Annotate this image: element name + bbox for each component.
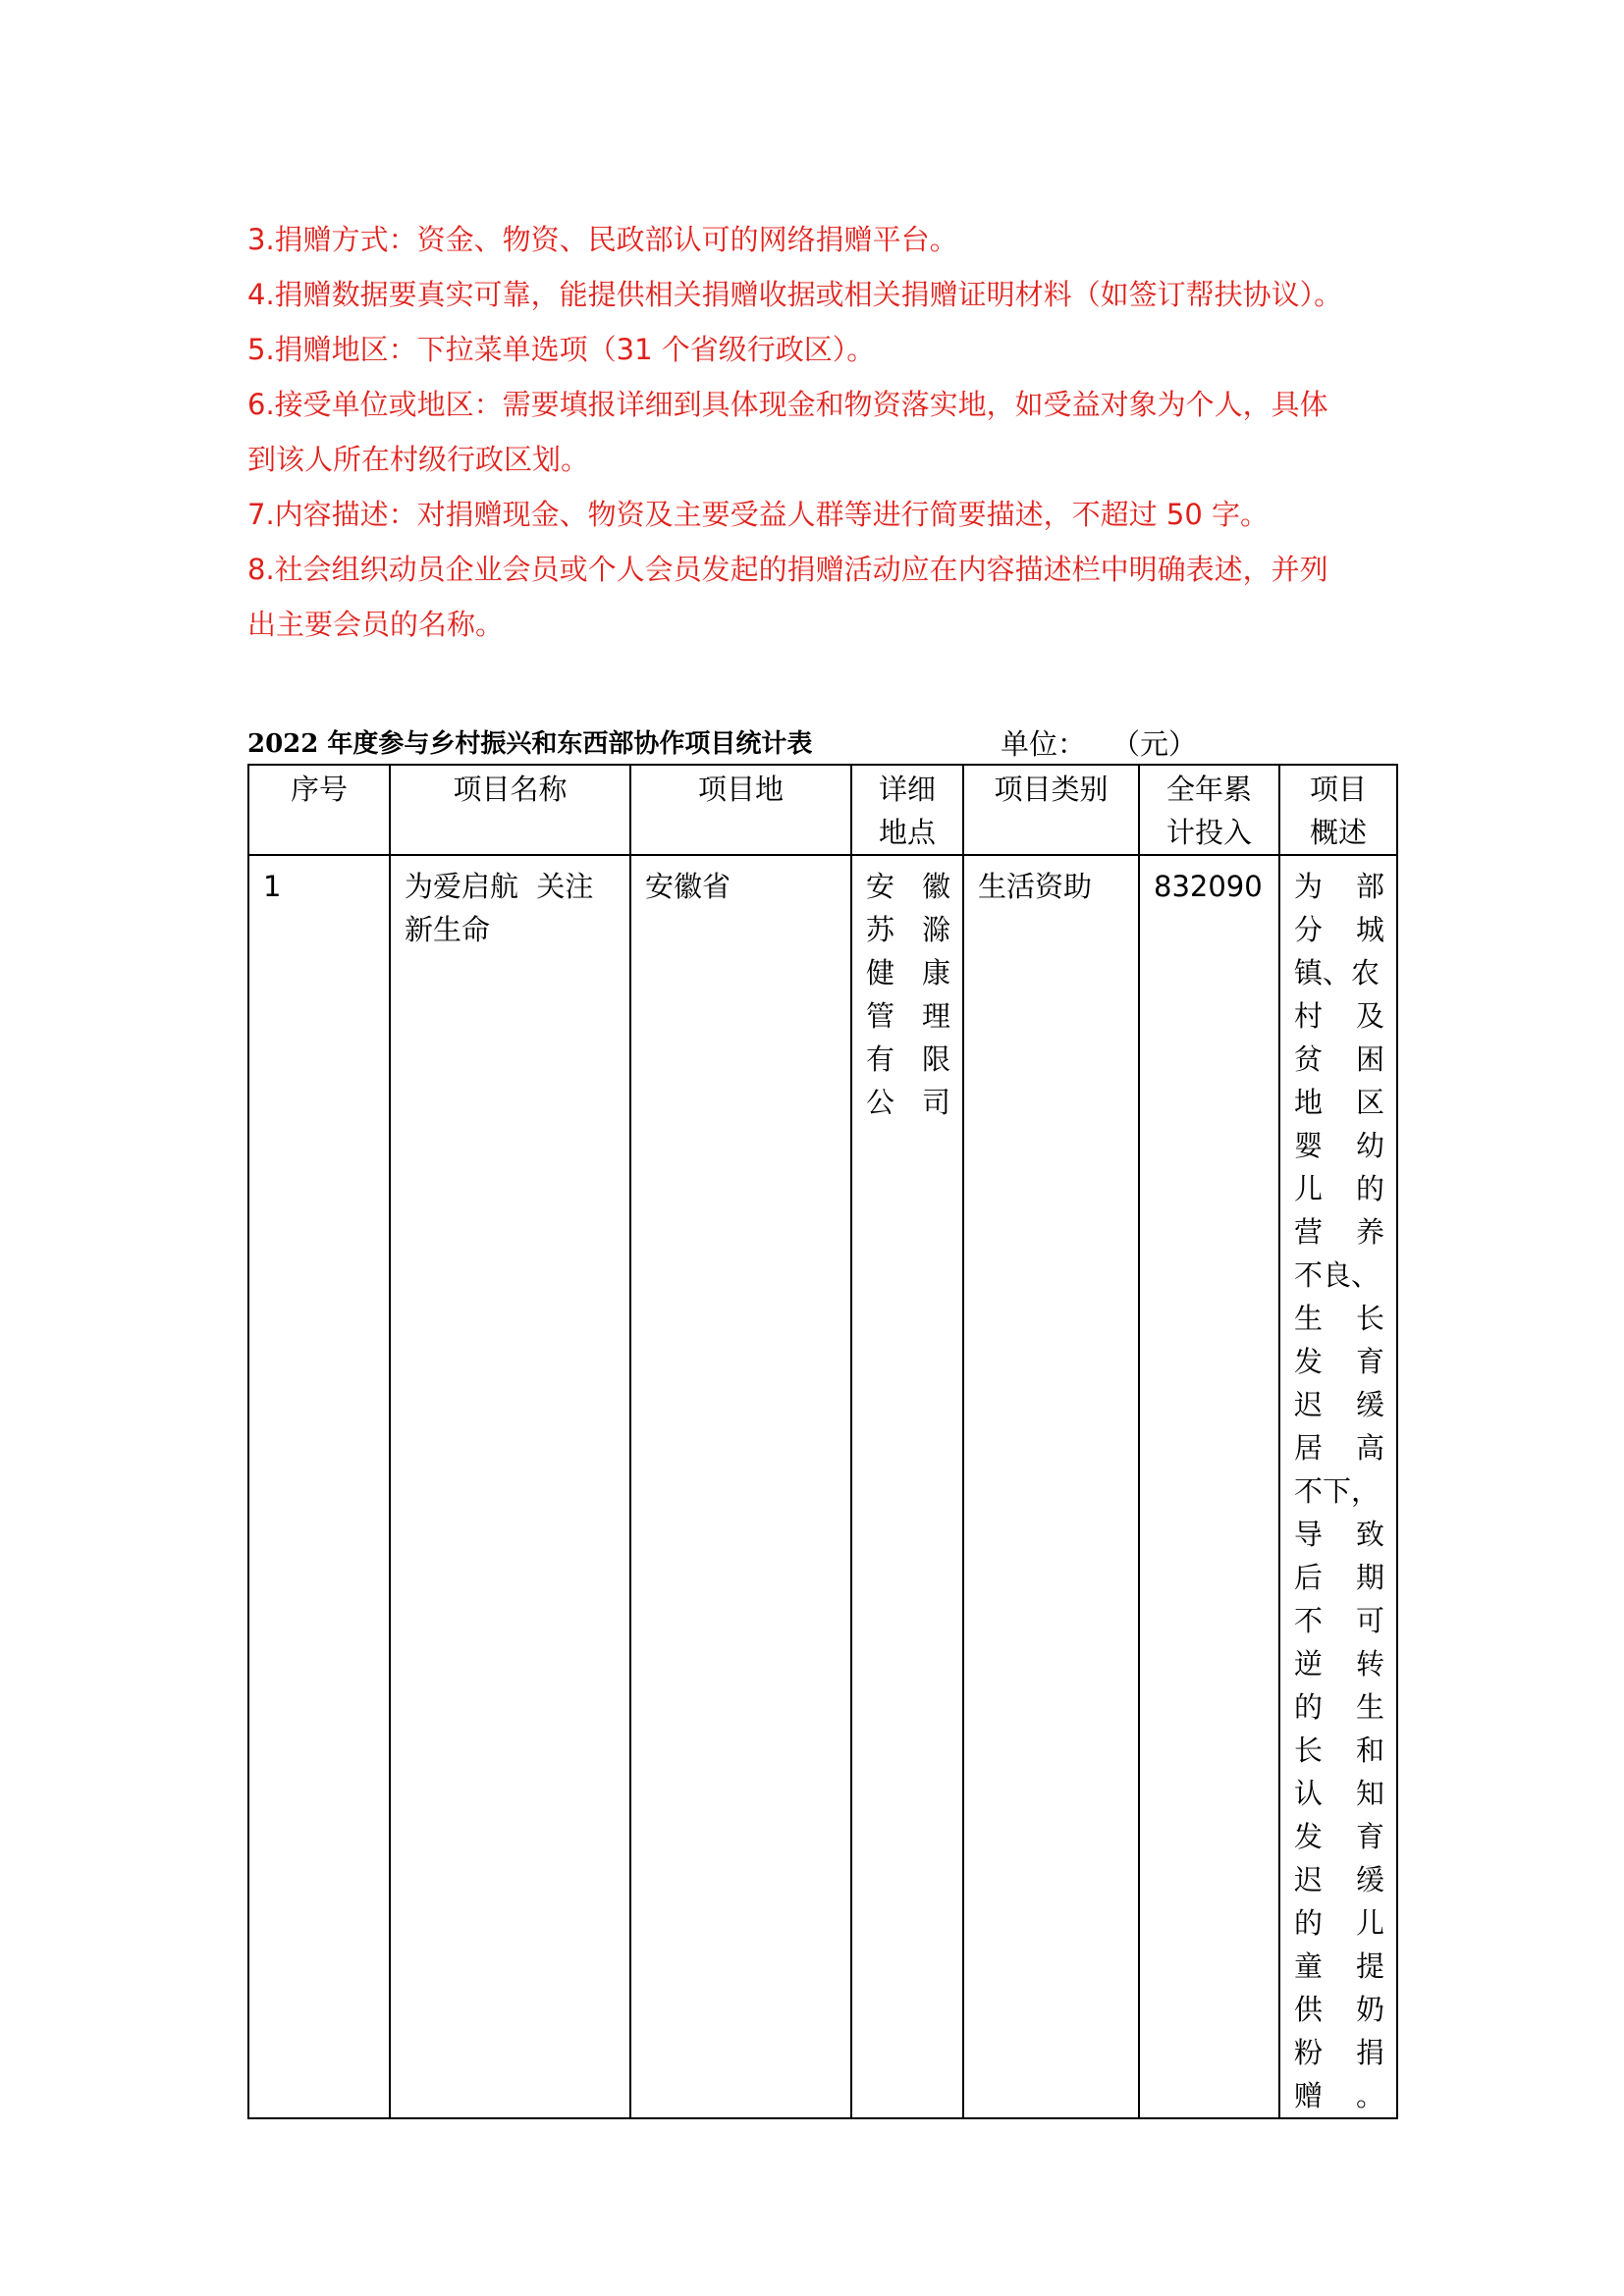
header-annual-investment: 全年累 计投入 (1139, 765, 1279, 855)
detail-location-line: 管 理 (866, 999, 950, 1033)
overview-line: 粉 捐 (1294, 2036, 1384, 2069)
note-line: 3.捐赠方式：资金、物资、民政部认可的网络捐赠平台。 (247, 223, 958, 256)
detail-location-line: 有 限 (866, 1042, 950, 1076)
note-line: 出主要会员的名称。 (247, 608, 505, 641)
overview-line: 镇、农 (1294, 956, 1380, 989)
overview-line: 婴 幼 (1294, 1129, 1384, 1162)
overview-line: 赠 。 (1294, 2079, 1384, 2112)
cell-project-overview (1279, 855, 1397, 2118)
overview-line: 为 部 (1294, 870, 1384, 903)
overview-line: 村 及 (1294, 999, 1384, 1033)
cell-annual-investment: 832090 (1139, 855, 1279, 2118)
overview-line: 逆 转 (1294, 1647, 1384, 1681)
cell-detail-location (851, 855, 963, 2118)
note-line: 6.接受单位或地区：需要填报详细到具体现金和物资落实地，如受益对象为个人，具体 (247, 388, 1328, 421)
overview-line: 童 提 (1294, 1949, 1384, 1983)
overview-line: 地 区 (1294, 1086, 1384, 1119)
overview-line: 儿 的 (1294, 1172, 1384, 1205)
table-header-row (248, 765, 1397, 855)
detail-location-line: 公 司 (866, 1086, 950, 1119)
overview-line: 不 可 (1294, 1604, 1384, 1637)
detail-location-line: 健 康 (866, 956, 950, 989)
cell-project-name: 为爱启航 关注 新生命 (390, 855, 630, 2118)
detail-location-line: 苏 滁 (866, 913, 950, 946)
note-line: 7.内容描述：对捐赠现金、物资及主要受益人群等进行简要描述，不超过 50 字。 (247, 498, 1270, 531)
unit-value: （元） (1111, 727, 1198, 761)
overview-line: 贫 困 (1294, 1042, 1384, 1076)
overview-line: 发 育 (1294, 1820, 1384, 1853)
cell-project-category: 生活资助 (963, 855, 1139, 2118)
detail-location-line: 安 徽 (866, 870, 950, 903)
overview-line: 分 城 (1294, 913, 1384, 946)
note-line: 5.捐赠地区：下拉菜单选项（31 个省级行政区）。 (247, 333, 876, 366)
header-seq: 序号 (248, 765, 390, 855)
overview-line: 不良、 (1294, 1258, 1380, 1292)
cell-project-place: 安徽省 (630, 855, 851, 2118)
overview-line: 营 养 (1294, 1215, 1384, 1249)
overview-line: 生 长 (1294, 1302, 1384, 1335)
note-line: 到该人所在村级行政区划。 (247, 443, 590, 476)
note-line: 4.捐赠数据要真实可靠，能提供相关捐赠收据或相关捐赠证明材料（如签订帮扶协议）。 (247, 278, 1343, 311)
table-row (248, 855, 1397, 2118)
overview-line: 不下， (1294, 1474, 1380, 1508)
cell-seq: 1 (248, 855, 390, 2118)
unit-label: 单位： (1001, 727, 1087, 761)
overview-line: 的 儿 (1294, 1906, 1384, 1940)
note-line: 8.社会组织动员企业会员或个人会员发起的捐赠活动应在内容描述栏中明确表述，并列 (247, 553, 1328, 586)
overview-line: 导 致 (1294, 1518, 1384, 1551)
overview-line: 的 生 (1294, 1690, 1384, 1724)
overview-line: 迟 缓 (1294, 1388, 1384, 1421)
header-project-name: 项目名称 (390, 765, 630, 855)
overview-line: 供 奶 (1294, 1993, 1384, 2026)
notes-section (247, 212, 1396, 652)
overview-line: 长 和 (1294, 1734, 1384, 1767)
header-detail-location: 详细 地点 (851, 765, 963, 855)
overview-line: 认 知 (1294, 1777, 1384, 1810)
project-stats-table (247, 764, 1398, 2119)
header-project-category: 项目类别 (963, 765, 1139, 855)
overview-line: 后 期 (1294, 1561, 1384, 1594)
overview-line: 发 育 (1294, 1345, 1384, 1378)
table-title: 2022 年度参与乡村振兴和东西部协作项目统计表 (247, 729, 813, 759)
header-project-overview: 项目 概述 (1279, 765, 1397, 855)
header-project-place: 项目地 (630, 765, 851, 855)
overview-line: 迟 缓 (1294, 1863, 1384, 1896)
table-heading (247, 724, 1396, 764)
overview-line: 居 高 (1294, 1431, 1384, 1465)
